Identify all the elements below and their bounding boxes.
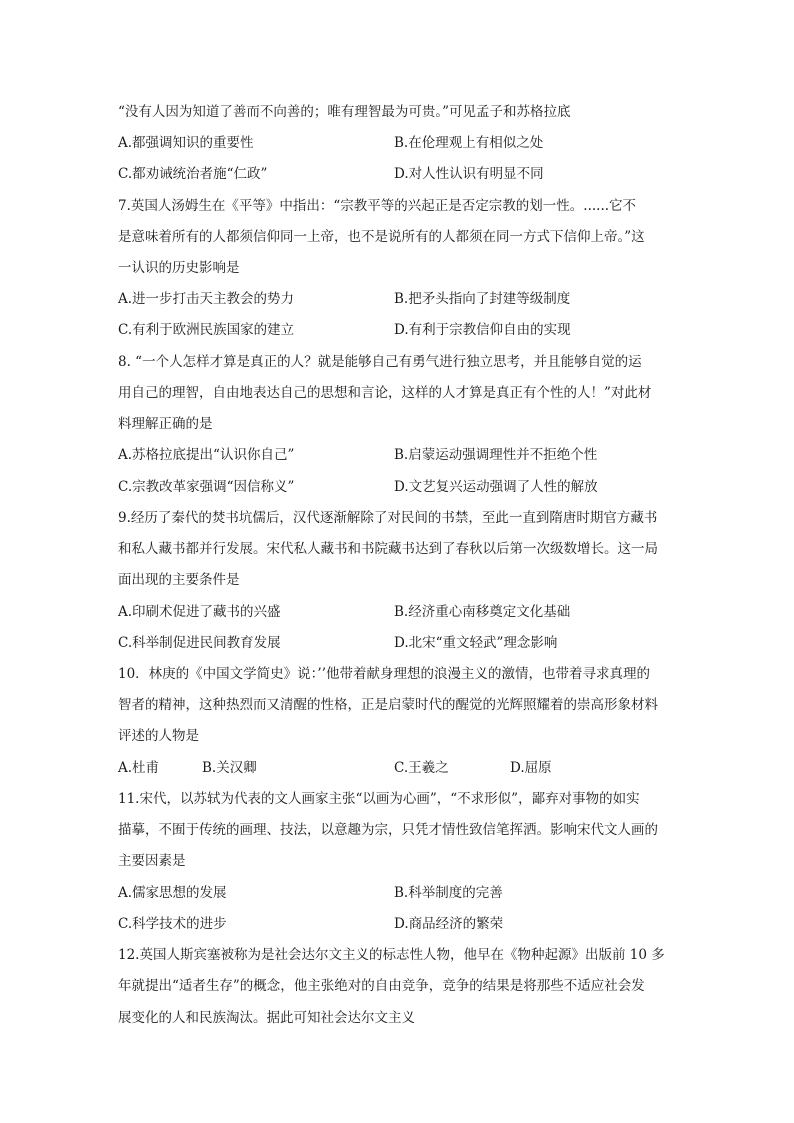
q8-stem-line-1: 8. “一个人怎样才算是真正的人？就是能够自己有勇气进行独立思考，并且能够自觉的运 — [118, 354, 642, 370]
q10-stem-line-2: 智者的精神，这种热烈而又清醒的性格，正是启蒙时代的醒觉的光辉照耀着的崇高形象材料 — [118, 697, 658, 713]
q10-stem-line-1: 10．林庚的《中国文学简史》说：’’他带着献身理想的浪漫主义的激情，也带着寻求真理的 — [118, 666, 651, 682]
q8-option-a: A.苏格拉底提出“认识你自己” — [118, 447, 295, 463]
q8-stem-line-3: 料理解正确的是 — [118, 416, 213, 432]
q6-option-d: D.对人性认识有明显不同 — [394, 166, 544, 182]
q7-stem-line-1: 7.英国人汤姆生在《平等》中指出：“宗教平等的兴起正是否定宗教的划一性。......它不 — [118, 198, 637, 214]
q9-option-b: B.经济重心南移奠定文化基础 — [394, 604, 571, 620]
q12-stem-line-3: 展变化的人和民族淘汰。据此可知社会达尔文主义 — [118, 1010, 415, 1026]
q6-stem-line-1: “没有人因为知道了善而不向善的；唯有理智最为可贵。”可见孟子和苏格拉底 — [118, 104, 571, 120]
q11-option-a: A.儒家思想的发展 — [118, 885, 227, 901]
q7-option-b: B.把矛头指向了封建等级制度 — [394, 291, 571, 307]
q11-option-d: D.商品经济的繁荣 — [394, 916, 504, 932]
q7-option-c: C.有利于欧洲民族国家的建立 — [118, 322, 295, 338]
q10-stem-line-3: 评述的人物是 — [118, 728, 199, 744]
q10-option-a: A.杜甫 — [118, 760, 160, 776]
q9-stem-line-3: 面出现的主要条件是 — [118, 572, 240, 588]
q7-option-d: D.有利于宗教信仰自由的实现 — [394, 322, 571, 338]
q9-option-a: A.印刷术促进了藏书的兴盛 — [118, 604, 281, 620]
q8-option-b: B.启蒙运动强调理性并不拒绝个性 — [394, 447, 598, 463]
q9-stem-line-2: 和私人藏书都并行发展。宋代私人藏书和书院藏书达到了春秋以后第一次级数增长。这一局 — [118, 541, 658, 557]
q9-option-d: D.北宋“重文轻武”理念影响 — [394, 635, 558, 651]
q7-stem-line-2: 是意味着所有的人都须信仰同一上帝，也不是说所有的人都须在同一方式下信仰上帝。”这 — [118, 229, 645, 245]
q11-stem-line-2: 描摹，不囿于传统的画理、技法，以意趣为宗，只凭才情性致信笔挥洒。影响宋代文人画的 — [118, 822, 658, 838]
q12-stem-line-2: 年就提出“适者生存”的概念，他主张绝对的自由竞争，竞争的结果是将那些不适应社会发 — [118, 978, 645, 994]
q6-option-a: A.都强调知识的重要性 — [118, 135, 254, 151]
q9-stem-line-1: 9.经历了秦代的焚书坑儒后，汉代逐渐解除了对民间的书禁，至此一直到隋唐时期官方藏书 — [118, 510, 658, 526]
q11-option-b: B.科举制度的完善 — [394, 885, 503, 901]
q11-option-c: C.科学技术的进步 — [118, 916, 227, 932]
q8-option-c: C.宗教改革家强调“因信称义” — [118, 479, 295, 495]
q12-stem-line-1: 12.英国人斯宾塞被称为是社会达尔文主义的标志性人物，他早在《物种起源》出版前 10 多 — [118, 947, 665, 963]
q11-stem-line-1: 11.宋代，以苏轼为代表的文人画家主张“以画为心画”，“不求形似”，鄙弃对事物的如实 — [118, 791, 640, 807]
q8-option-d: D.文艺复兴运动强调了人性的解放 — [394, 479, 598, 495]
q11-stem-line-3: 主要因素是 — [118, 853, 186, 869]
q8-stem-line-2: 用自己的理智，自由地表达自己的思想和言论，这样的人才算是真正有个性的人！”对此材 — [118, 385, 652, 401]
q7-stem-line-3: 一认识的历史影响是 — [118, 260, 240, 276]
q10-option-b: B.关汉卿 — [202, 760, 257, 776]
q6-option-b: B.在伦理观上有相似之处 — [394, 135, 544, 151]
q6-option-c: C.都劝诫统治者施“仁政” — [118, 166, 268, 182]
q10-option-c: C.王羲之 — [394, 760, 449, 776]
q9-option-c: C.科举制促进民间教育发展 — [118, 635, 281, 651]
q10-option-d: D.屈原 — [510, 760, 552, 776]
q7-option-a: A.进一步打击天主教会的势力 — [118, 291, 295, 307]
